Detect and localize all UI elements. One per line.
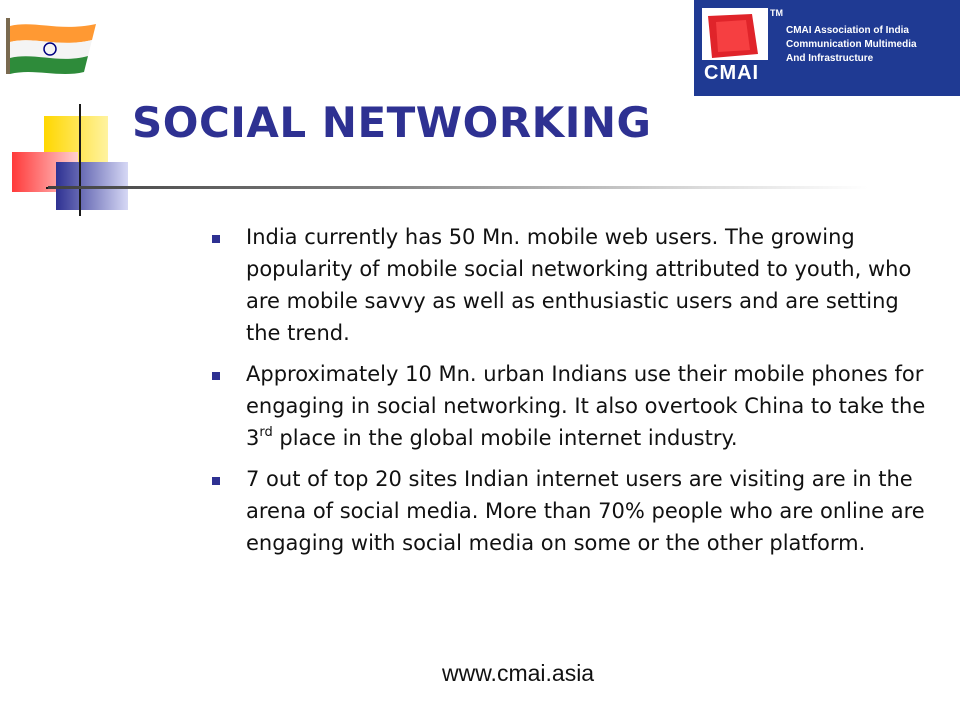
title-divider (48, 186, 868, 189)
bullet-item (210, 463, 930, 559)
bullet-item (210, 221, 930, 349)
bullet-list (210, 221, 930, 568)
logo-line-1: CMAI Association of India (786, 25, 909, 36)
trademark-label: TM (770, 8, 783, 18)
bullet-text-after: place in the global mobile internet industry. (272, 426, 738, 450)
bullet-text: India currently has 50 Mn. mobile web users. The growing popularity of mobile social networking attributed to youth, who are mobile savvy as well as enthusiastic users and are setting the trend. (246, 225, 912, 345)
logo-line-2: Communication Multimedia (786, 39, 917, 50)
bullet-text-before: Approximately 10 Mn. urban Indians use their mobile phones for engaging in social networking. It also overtook China to take the 3 (246, 362, 926, 450)
square-bullet-icon (212, 235, 220, 243)
logo-text (786, 24, 917, 66)
india-flag-icon (4, 16, 100, 76)
bullet-text: 7 out of top 20 sites Indian internet users are visiting are in the arena of social media. More than 70% people who are online are engaging with social media on some or the other platform. (246, 467, 925, 555)
footer-url: www.cmai.asia (442, 660, 595, 686)
cmai-logo (694, 0, 960, 96)
square-bullet-icon (212, 477, 220, 485)
slide-title: SOCIAL NETWORKING (132, 98, 652, 147)
square-bullet-icon (212, 372, 220, 380)
logo-mark-text: CMAI (704, 62, 760, 84)
bullet-text (246, 362, 925, 450)
decorative-squares (0, 100, 140, 218)
bullet-item (210, 358, 930, 454)
ordinal-superscript: rd (259, 425, 273, 440)
logo-line-3: And Infrastructure (786, 53, 874, 64)
